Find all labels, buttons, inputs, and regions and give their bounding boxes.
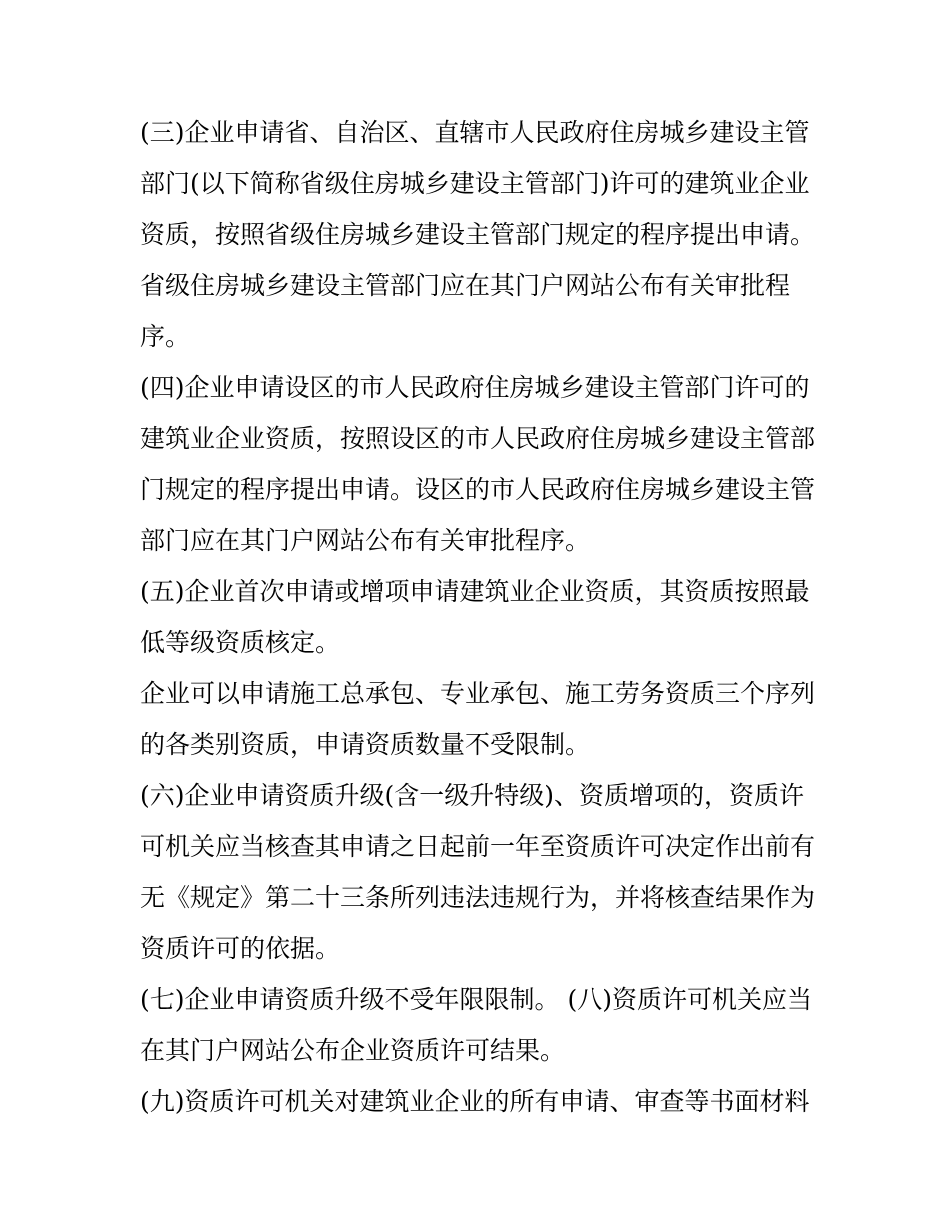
paragraph-item-6: (六)企业申请资质升级(含一级升特级)、资质增项的，资质许可机关应当核查其申请之日起前一年至资质许可决定作出前有无《规定》第二十三条所列违法违规行为，并将核查结果作为资质许可的依据。 [140,781,816,963]
paragraph-item-7-8: (七)企业申请资质升级不受年限限制。 (八)资质许可机关应当在其门户网站公布企业资质许可结果。 [140,985,812,1065]
paragraph-qualification-scope: 企业可以申请施工总承包、专业承包、施工劳务资质三个序列的各类别资质，申请资质数量不受限制。 [140,679,816,759]
paragraph-item-3: (三)企业申请省、自治区、直辖市人民政府住房城乡建设主管部门(以下简称省级住房城乡建设主管部门)许可的建筑业企业资质，按照省级住房城乡建设主管部门规定的程序提出申请。省级住房城乡建设主管部门应在其门户网站公布有关审批程序。 [140,118,816,351]
paragraph-item-9: (九)资质许可机关对建筑业企业的所有申请、审查等书面材料 [140,1087,810,1116]
document-body [140,107,815,1127]
paragraph-item-4: (四)企业申请设区的市人民政府住房城乡建设主管部门许可的建筑业企业资质，按照设区的市人民政府住房城乡建设主管部门规定的程序提出申请。设区的市人民政府住房城乡建设主管部门应在其门户网站公布有关审批程序。 [140,373,816,555]
paragraph-item-5: (五)企业首次申请或增项申请建筑业企业资质，其资质按照最低等级资质核定。 [140,577,810,657]
